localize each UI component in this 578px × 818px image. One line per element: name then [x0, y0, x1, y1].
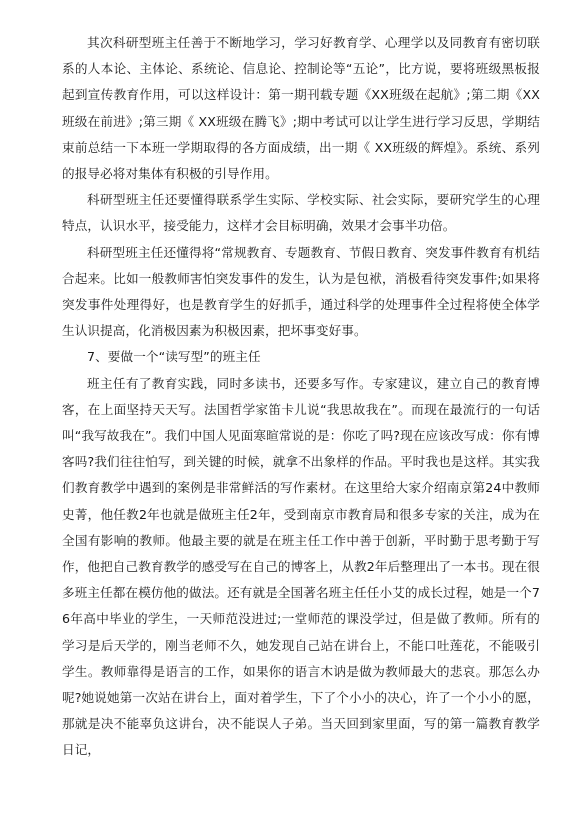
- paragraph-five-theories: 其次科研型班主任善于不断地学习，学习好教育学、心理学以及同教育有密切联系的人本论、主体论、系统论、信息论、控制论等“五论”，比方说，要将班级黑板报起到宣传教育作用，可以这样设计：第一期刊载专题《XX班级在起航》;第二期《XX班级在前进》;第三期《 XX班级在腾飞》;期中考试可以让学生进行学习反思，学期结束前总结一下本班一学期取得的各方面成绩，出一期《 XX班级的辉煌》。系统、系列的报导必将对集体有积极的引导作用。: [62, 35, 540, 182]
- section-heading: 7、要做一个“读写型”的班主任: [87, 349, 261, 365]
- paragraph-student-reality: 科研型班主任还要懂得联系学生实际、学校实际、社会实际，要研究学生的心理特点，认识水平，接受能力，这样才会目标明确，效果才会事半功倍。: [62, 192, 540, 234]
- paragraph-sudden-events: 科研型班主任还懂得将“常规教育、专题教育、节假日教育、突发事件教育有机结合起来。比如一般教师害怕突发事件的发生，认为是包袱，消极看待突发事件;如果将突发事件处理得好，也是教育学生的好抓手，通过科学的处理事件全过程将使全体学生认识提高，化消极因素为积极因素，把坏事变好事。: [62, 244, 540, 339]
- paragraph-reading-writing: 班主任有了教育实践，同时多读书，还要多写作。专家建议，建立自己的教育博客，在上面坚持天天写。法国哲学家笛卡儿说“我思故我在”。而现在最流行的一句话叫“我写故我在”。我们中国人见面寒暄常说的是：你吃了吗?现在应该改写成：你有博客吗?我们往往怕写，到关键的时候，就拿不出象样的作品。平时我也是这样。其实我们教育教学中遇到的案例是非常鲜活的写作素材。在这里给大家介绍南京第24中教师史菁，他任教2年也就是做班主任2年，受到南京市教育局和很多专家的关注，成为在全国有影响的教师。他最主要的就是在班主任工作中善于创新，平时勤于思考勤于写作，他把自己教育教学的感受写在自己的博客上，从教2年后整理出了一本书。现在很多班主任都在模仿他的做法。还有就是全国著名班主任任小艾的成长过程，她是一个76年高中毕业的学生，一天师范没进过;一堂师范的课没学过，但是做了教师。所有的学习是后天学的，刚当老师不久，她发现自己站在讲台上，不能口吐莲花，不能吸引学生。教师靠得是语言的工作，如果你的语言木讷是做为教师最大的悲哀。那怎么办呢?她说她第一次站在讲台上，面对着学生，下了个小小的决心，许了一个小小的愿，那就是决不能辜负这讲台，决不能误人子弟。当天回到家里面，写的第一篇教育教学日记，: [62, 375, 540, 758]
- document-page: [62, 30, 540, 764]
